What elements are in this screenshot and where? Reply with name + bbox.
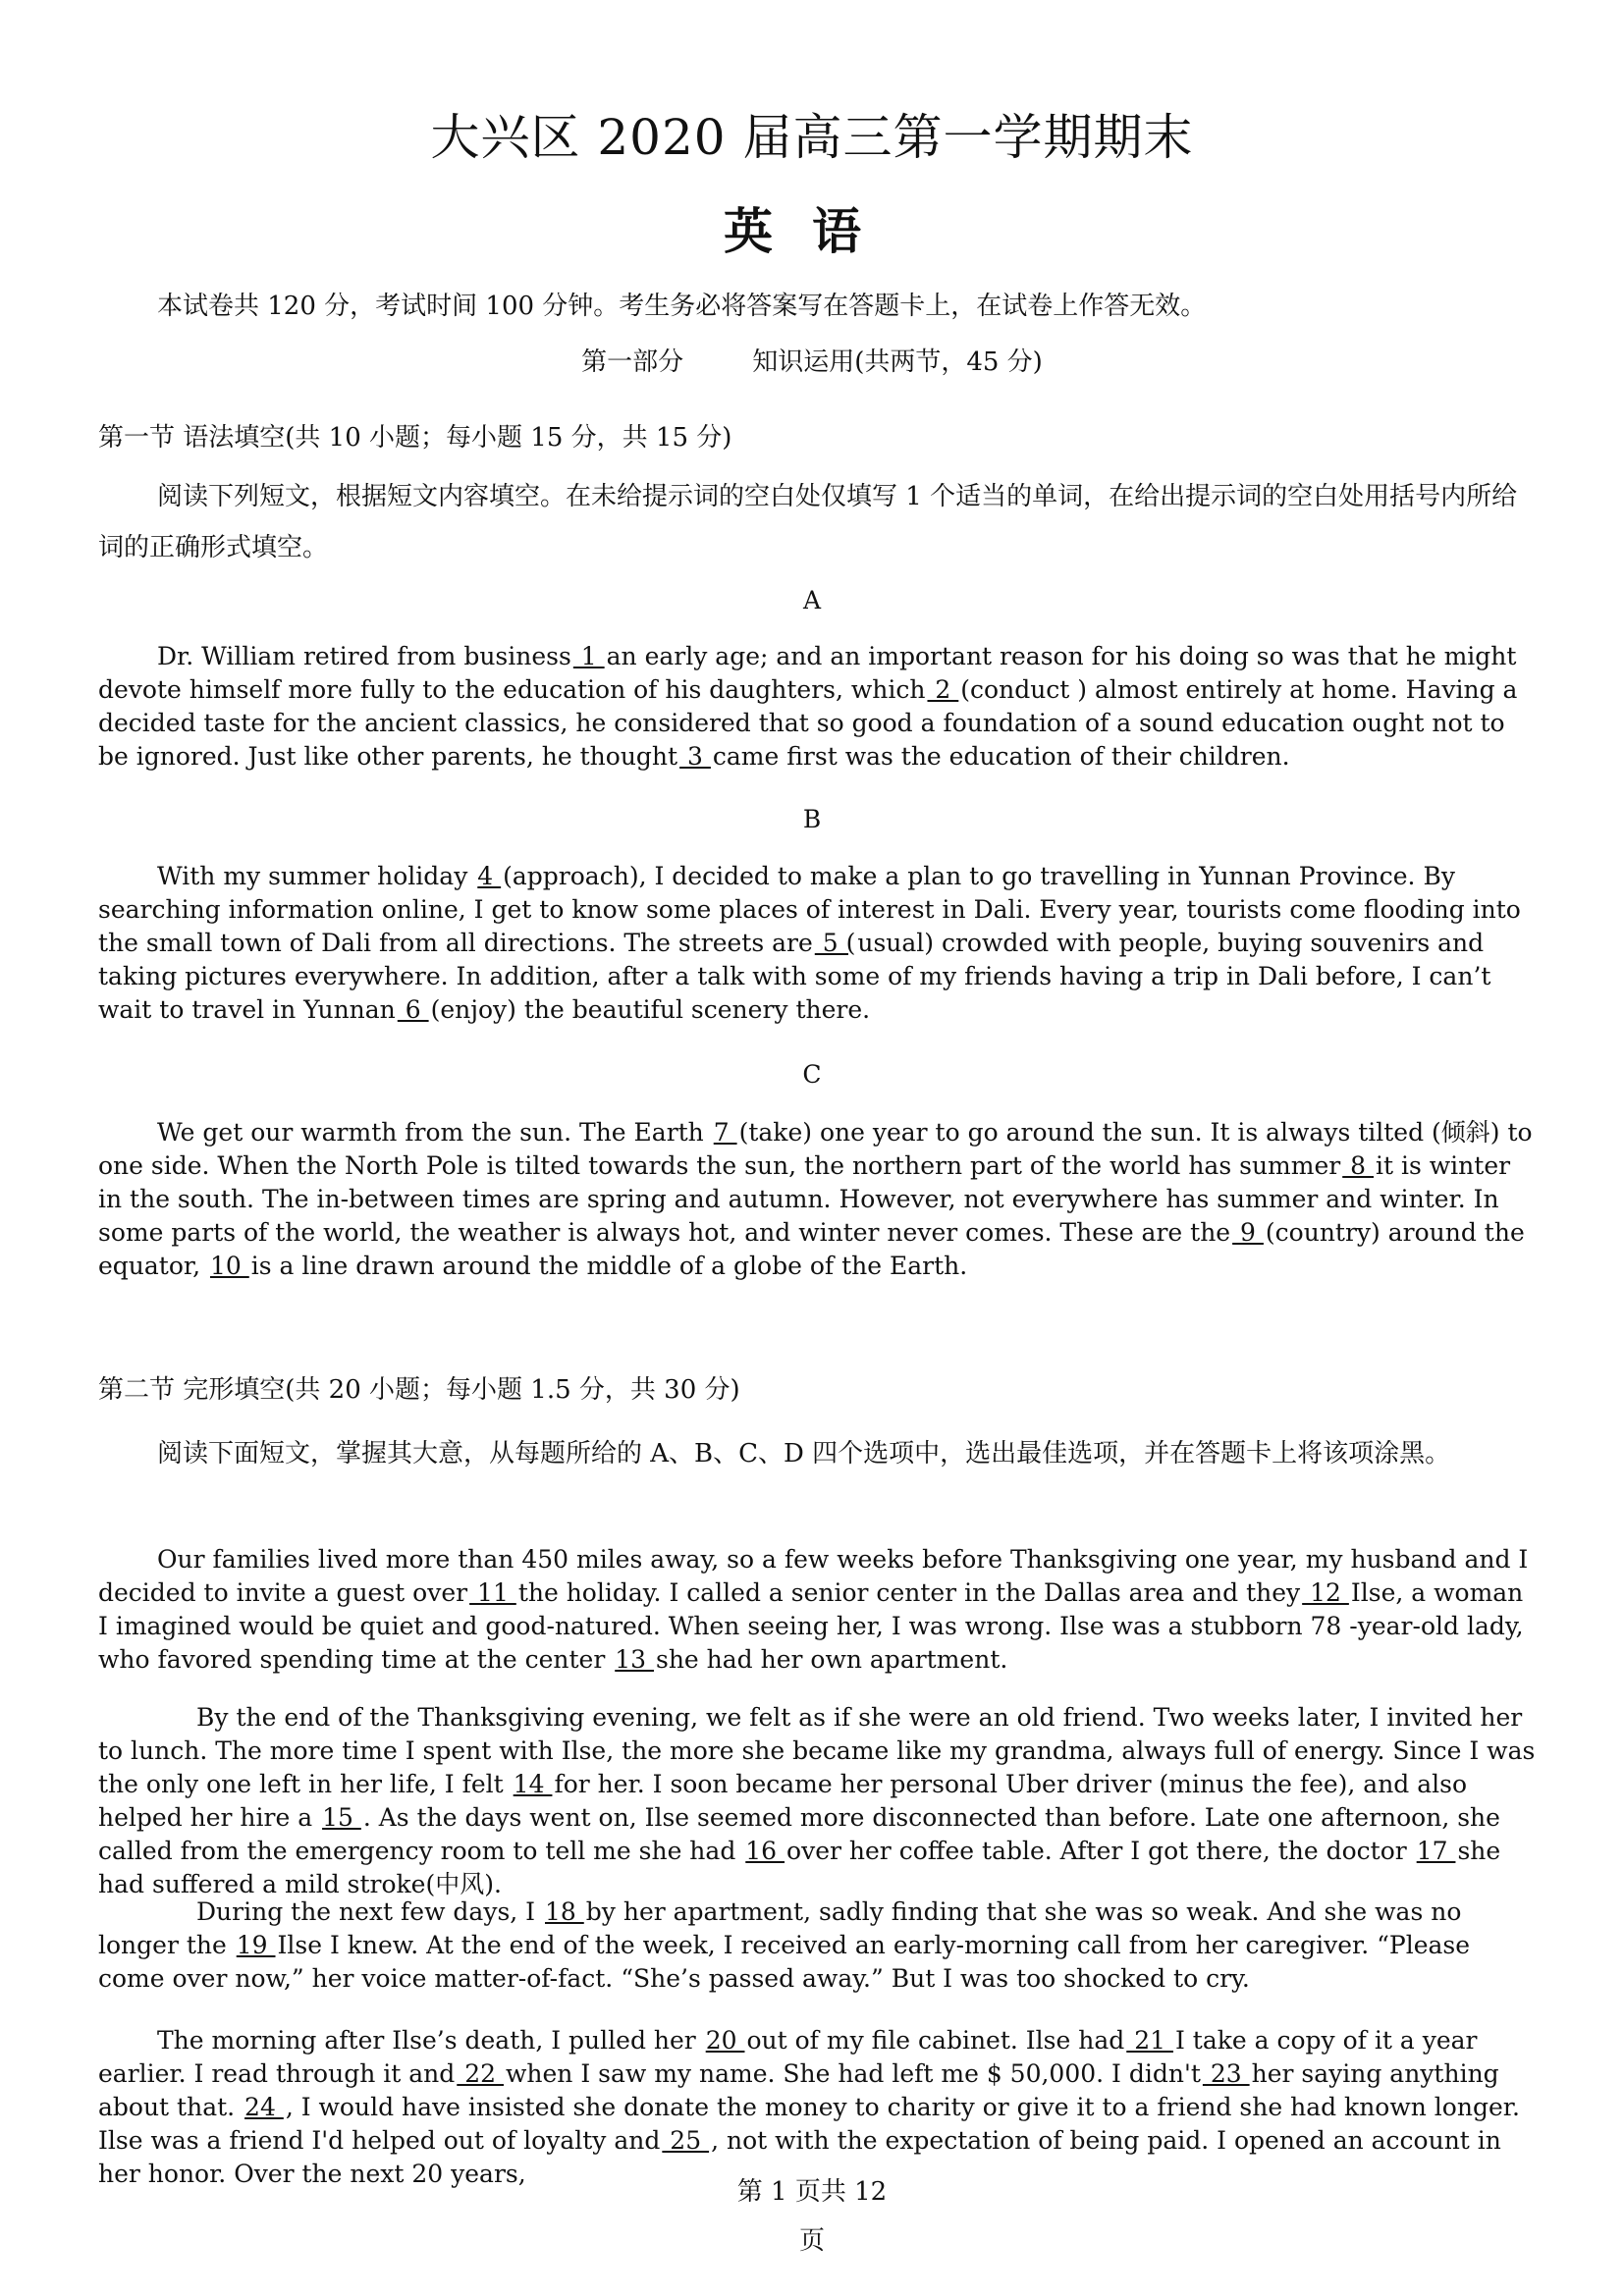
section-1-heading: 第一节 语法填空(共 10 小题；每小题 15 分，共 15 分): [98, 423, 732, 453]
blank-17: 17: [1416, 1837, 1456, 1865]
blank-5: 5 (: [814, 929, 856, 957]
passage-b-text: With my summer holiday 4 (approach), I decided to make a plan to go travelling in Yunnan Province. By searching information online, I get to know some places of interest in Dali. Every year, tourists come flooding into the small town of Dali from all directions. The streets are 5 (usual) crowded with people, buying souvenirs and taking pictures everywhere. In addition, after a talk with some of my friends having a trip in Dali before, I can’t wait to travel in Yunnan 6 (enjoy) the beautiful scenery there.: [98, 862, 1521, 1024]
blank-21: 21: [1126, 2026, 1173, 2055]
section-1-directions: 阅读下列短文，根据短文内容填空。在未给提示词的空白处仅填写 1 个适当的单词，在给出提示词的空白处用括号内所给词的正确形式填空。: [98, 482, 1518, 562]
page-footer-line-1: 第 1 页共 12: [736, 2177, 888, 2207]
exam-subject: 英语: [724, 202, 900, 260]
blank-8: 8: [1342, 1151, 1375, 1180]
blank-11: 11: [469, 1578, 516, 1607]
page-footer-line-2: 页: [798, 2226, 825, 2256]
blank-24: 24: [244, 2093, 284, 2121]
blank-3: 3: [679, 742, 711, 771]
blank-18: 18: [545, 1897, 584, 1926]
blank-7: 7: [713, 1118, 737, 1147]
blank-10: 10: [210, 1252, 249, 1280]
blank-9: 9: [1232, 1218, 1264, 1247]
section-2-directions: 阅读下面短文，掌握其大意，从每题所给的 A、B、C、D 四个选项中，选出最佳选项，并在答题卡上将该项涂黑。: [157, 1439, 1451, 1468]
passage-a-text: Dr. William retired from business 1 an early age; and an important reason for his doing so was that he might devote himself more fully to the education of his daughters, which 2 (conduct ) almost entirely at home. Having a decided taste for the ancient classics, he considered that so good a foundation of a sound education ought not to be ignored. Just like other parents, he thought 3 came first was the education of their children.: [98, 642, 1518, 771]
blank-6: 6: [397, 995, 429, 1024]
section-2-heading: 第二节 完形填空(共 20 小题；每小题 1.5 分，共 30 分): [98, 1375, 740, 1405]
blank-16: 16: [745, 1837, 785, 1865]
blank-1: 1: [572, 642, 605, 670]
blank-14: 14: [513, 1770, 553, 1798]
passage-c-text: We get our warmth from the sun. The Earth 7 (take) one year to go around the sun. It is always tilted (倾斜) to one side. When the North Pole is tilted towards the sun, the northern part of the world has summer 8 it is winter in the south. The in-between times are spring and autumn. However, not everywhere has summer and winter. In some parts of the world, the weather is always hot, and winter never comes. These are the 9 (country) around the equator, 10 is a line drawn around the middle of a globe of the Earth.: [98, 1118, 1533, 1280]
cloze-paragraph-4: The morning after Ilse’s death, I pulled her 20 out of my file cabinet. Ilse had 21 I take a copy of it a year earlier. I read through it and 22 when I saw my name. She had left me $ 50,000. I didn't 23 her saying anything about that. 24 , I would have insisted she donate the money to charity or give it to a friend she had known longer. Ilse was a friend I'd helped out of loyalty and 25 , not with the expectation of being paid. I opened an account in her honor. Over the next 20 years,: [98, 2026, 1520, 2188]
blank-22: 22: [457, 2059, 504, 2088]
exam-instructions: 本试卷共 120 分，考试时间 100 分钟。考生务必将答案写在答题卡上，在试卷上作答无效。: [157, 292, 1207, 321]
blank-23: 23: [1202, 2059, 1250, 2088]
blank-15: 15: [322, 1803, 361, 1832]
blank-25: 25: [662, 2126, 710, 2155]
cloze-paragraph-3: During the next few days, I 18 by her apartment, sadly finding that she was so weak. And she was no longer the 19 Ilse I knew. At the end of the week, I received an early-morning call from her caregiver. “Please come over now,” her voice matter-of-fact. “She’s passed away.” But I was too shocked to cry.: [98, 1897, 1471, 1993]
passage-c-label: C: [802, 1060, 822, 1089]
blank-19: 19: [236, 1931, 276, 1959]
exam-title: 大兴区 2020 届高三第一学期期末: [430, 109, 1194, 166]
cloze-paragraph-2: By the end of the Thanksgiving evening, we felt as if she were an old friend. Two weeks later, I invited her to lunch. The more time I spent with Ilse, the more she became like my grandma, always full of energy. Since I was the only one left in her life, I felt 14 for her. I soon became her personal Uber driver (minus the fee), and also helped her hire a 15 . As the days went on, Ilse seemed more disconnected than before. Late one afternoon, she called from the emergency room to tell me she had 16 over her coffee table. After I got there, the doctor 17 she had suffered a mild stroke(中风).: [98, 1703, 1536, 1898]
part-heading: 第一部分 知识运用(共两节，45 分): [581, 347, 1043, 377]
passage-a-label: A: [802, 586, 822, 614]
cloze-paragraph-1: Our families lived more than 450 miles away, so a few weeks before Thanksgiving one year, my husband and I decided to invite a guest over 11 the holiday. I called a senior center in the Dallas area and they 12 Ilse, a woman I imagined would be quiet and good-natured. When seeing her, I was wrong. Ilse was a stubborn 78 -year-old lady, who favored spending time at the center 13 she had her own apartment.: [98, 1545, 1529, 1674]
blank-12: 12: [1302, 1578, 1349, 1607]
blank-13: 13: [615, 1645, 654, 1674]
blank-4: 4: [477, 862, 502, 890]
blank-20: 20: [705, 2026, 745, 2055]
passage-b-label: B: [802, 805, 822, 833]
blank-2: 2: [927, 675, 959, 704]
